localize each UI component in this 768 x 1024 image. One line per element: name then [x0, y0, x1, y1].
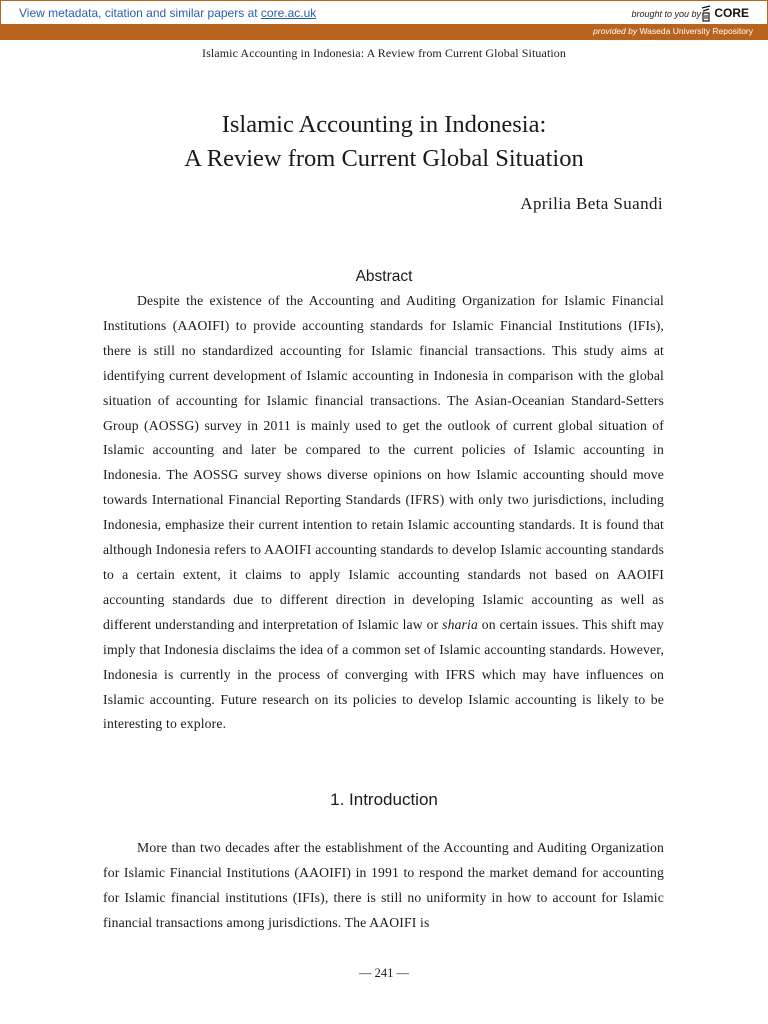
provided-by-label: provided by	[593, 26, 638, 36]
core-logo-text: CORE	[714, 6, 749, 20]
page-number: — 241 —	[359, 966, 409, 980]
title-line-1: Islamic Accounting in Indonesia:	[221, 111, 547, 138]
introduction-paragraph: More than two decades after the establishment of the Accounting and Auditing Organization for Islamic Financial Institutions (AAOIFI) in 1991 to respond the market demand for accounting for Islamic financial institutions (IFIs), there is still no uniformity in how to account for Islamic financial transactions among jurisdictions. The AAOIFI is	[103, 840, 664, 930]
core-banner	[0, 0, 768, 25]
core-metadata-link[interactable]	[19, 6, 316, 20]
abstract-text-part-2: on certain issues. This shift may imply that Indonesia disclaims the idea of a common set of Islamic accounting standards. However, Indonesia is currently in the process of converging with IFRS which may have influences on Islamic accounting. Future research on its policies to develop Islamic accounting is likely to be interesting to explore.	[103, 616, 664, 732]
abstract-text-part-1: Despite the existence of the Accounting and Auditing Organization for Islamic Financial Institutions (AAOIFI) to provide accounting standards for Islamic Financial Institutions (IFIs), there is still no standardized accounting for Islamic financial transactions. This study aims at identifying current development of Islamic accounting in Indonesia in comparison with the global situation of accounting for Islamic financial transactions. The Asian-Oceanian Standard-Setters Group (AOSSG) survey in 2011 is mainly used to get the outlook of current global situation of Islamic accounting and later be compared to the current policies of Islamic accounting in Indonesia. The AOSSG survey shows diverse opinions on how Islamic accounting should move towards International Financial Reporting Standards (IFRS) with only two jurisdictions, including Indonesia, emphasize their current intention to retain Islamic accounting standards. It is found that although Indonesia refers to AAOIFI accounting standards to develop Islamic accounting standards to a certain extent, it claims to apply Islamic accounting standards not based on AAOIFI accounting standards due to different direction in developing Islamic accounting as well as different understanding and interpretation of Islamic law or	[103, 293, 664, 632]
core-link-prefix: View metadata, citation and similar papers at	[19, 6, 258, 20]
core-logo[interactable]	[700, 4, 749, 22]
abstract-paragraph	[103, 289, 664, 737]
abstract-italic-term: sharia	[442, 616, 478, 632]
core-logo-icon	[700, 4, 712, 22]
provided-by-text	[593, 26, 753, 36]
title-line-2: A Review from Current Global Situation	[184, 145, 584, 172]
provided-by-repository[interactable]: Waseda University Repository	[639, 26, 753, 36]
running-head: Islamic Accounting in Indonesia: A Review from Current Global Situation	[201, 46, 567, 60]
paper-title	[0, 108, 768, 176]
brought-to-you-text: brought to you by	[631, 9, 701, 19]
core-provided-bar	[0, 25, 768, 40]
core-link-domain[interactable]: core.ac.uk	[260, 6, 317, 20]
author-name: Aprilia Beta Suandi	[520, 194, 663, 213]
introduction-heading: 1. Introduction	[330, 790, 438, 809]
abstract-heading: Abstract	[355, 268, 413, 285]
